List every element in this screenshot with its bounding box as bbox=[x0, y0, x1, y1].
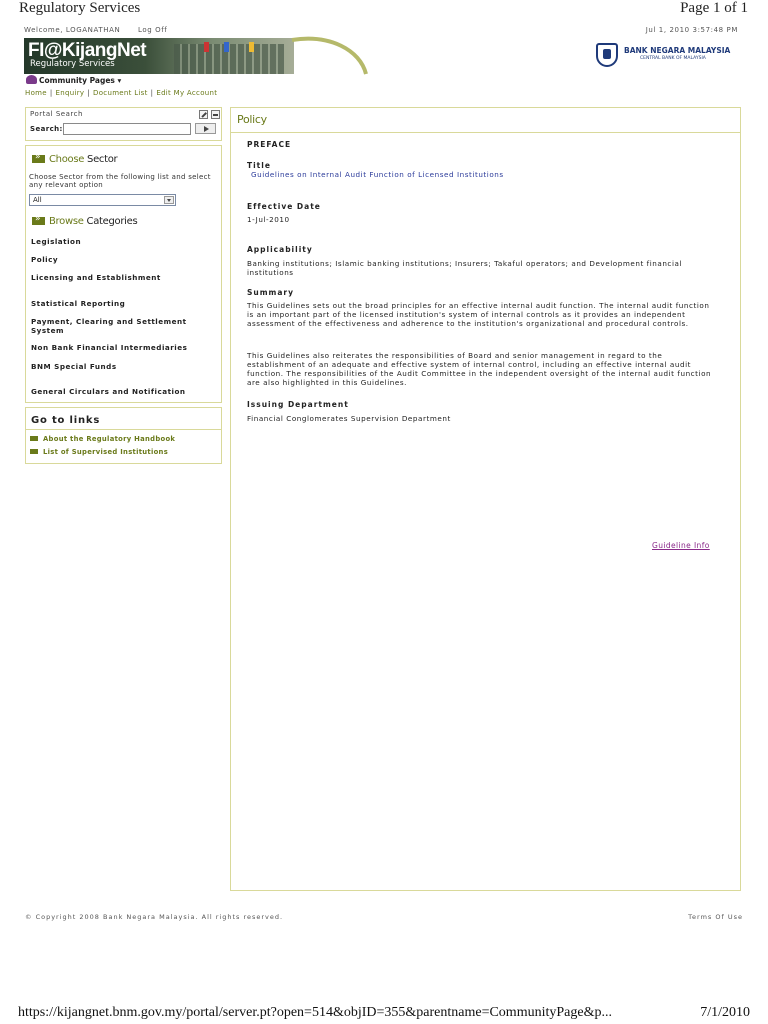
browse-categories-heading: »Browse Categories bbox=[32, 216, 137, 227]
summary-label: Summary bbox=[247, 288, 295, 297]
chevron-down-icon: ▾ bbox=[117, 76, 122, 85]
go-to-links-panel bbox=[25, 407, 222, 464]
nav-home[interactable]: Home bbox=[25, 89, 47, 97]
summary-paragraph-2: This Guidelines also reiterates the responsibilities of Board and senior management in regard to the establishment of an adequate and effective system of internal control, including an effective internal audit function. The responsibilities of the Audit Committee in the independent oversight of the internal audit function are also highlighted in this Guidelines. bbox=[247, 351, 712, 387]
divider bbox=[26, 429, 221, 430]
sector-selected-value: All bbox=[33, 196, 42, 204]
applicability-label: Applicability bbox=[247, 245, 313, 254]
policy-title-bar bbox=[231, 108, 740, 133]
brand-subtitle: Regulatory Services bbox=[30, 59, 115, 69]
flag-icon bbox=[249, 42, 254, 52]
arrow-icon bbox=[30, 449, 38, 454]
swoosh-graphic bbox=[290, 36, 370, 76]
print-title: Regulatory Services bbox=[19, 0, 141, 16]
copyright-text: © Copyright 2008 Bank Negara Malaysia. All rights reserved. bbox=[25, 913, 284, 921]
effective-date-label: Effective Date bbox=[247, 202, 321, 211]
title-label: Title bbox=[247, 161, 271, 170]
issuing-department-label: Issuing Department bbox=[247, 400, 349, 409]
print-footer bbox=[18, 1005, 750, 1021]
issuing-department-value: Financial Conglomerates Supervision Department bbox=[247, 414, 451, 423]
community-pages-menu[interactable] bbox=[26, 75, 121, 85]
category-legislation[interactable]: Legislation bbox=[31, 237, 82, 246]
nav-separator: | bbox=[87, 89, 91, 97]
go-link-regulatory-handbook[interactable]: About the Regulatory Handbook bbox=[30, 435, 175, 443]
title-value: Guidelines on Internal Audit Function of Licensed Institutions bbox=[251, 170, 504, 179]
flag-icon bbox=[204, 42, 209, 52]
print-header bbox=[0, 0, 768, 22]
search-go-button[interactable] bbox=[195, 123, 216, 134]
bnm-subname: CENTRAL BANK OF MALAYSIA bbox=[640, 56, 706, 61]
terms-of-use-link[interactable]: Terms Of Use bbox=[688, 913, 743, 921]
community-icon bbox=[26, 75, 37, 84]
top-bar bbox=[24, 26, 744, 38]
category-general-circulars[interactable]: General Circulars and Notification bbox=[31, 387, 186, 396]
policy-panel bbox=[230, 107, 741, 891]
go-link-supervised-institutions[interactable]: List of Supervised Institutions bbox=[30, 448, 168, 456]
building-image bbox=[174, 44, 284, 74]
category-bnm-special-funds[interactable]: BNM Special Funds bbox=[31, 362, 117, 371]
dropdown-arrow-icon[interactable] bbox=[164, 196, 174, 204]
bnm-logo bbox=[596, 43, 736, 71]
footer bbox=[25, 913, 743, 921]
bnm-name: BANK NEGARA MALAYSIA bbox=[624, 46, 731, 55]
choose-sector-heading: »Choose Sector bbox=[32, 154, 117, 165]
welcome-text: Welcome, LOGANATHAN bbox=[24, 26, 121, 34]
nav-document-list[interactable]: Document List bbox=[93, 89, 148, 97]
category-policy[interactable]: Policy bbox=[31, 255, 59, 264]
policy-title: Policy bbox=[237, 113, 267, 126]
nav-edit-account[interactable]: Edit My Account bbox=[156, 89, 218, 97]
print-date: 7/1/2010 bbox=[700, 1005, 750, 1020]
sector-description: Choose Sector from the following list and select any relevant option bbox=[29, 173, 211, 189]
community-pages-label: Community Pages bbox=[39, 76, 115, 85]
portal-search-title: Portal Search bbox=[30, 110, 83, 118]
arrow-icon bbox=[30, 436, 38, 441]
top-nav bbox=[25, 89, 217, 97]
double-arrow-icon bbox=[32, 155, 45, 163]
category-payment-clearing[interactable]: Payment, Clearing and Settlement System bbox=[31, 317, 187, 335]
brand-logo-text: FI@KijangNet bbox=[28, 40, 147, 61]
search-input[interactable] bbox=[63, 123, 191, 135]
sector-select[interactable] bbox=[29, 194, 176, 206]
flag-icon bbox=[224, 42, 229, 52]
applicability-value: Banking institutions; Islamic banking institutions; Insurers; Takaful operators; and Development financial institutions bbox=[247, 259, 682, 277]
site-banner bbox=[24, 38, 294, 74]
nav-enquiry[interactable]: Enquiry bbox=[55, 89, 85, 97]
category-non-bank[interactable]: Non Bank Financial Intermediaries bbox=[31, 343, 188, 352]
summary-paragraph-1: This Guidelines sets out the broad principles for an effective internal audit function. The internal audit function is an important part of the licensed institution's system of internal controls as it provides an independent assessment of the effectiveness and adherence to the institution's organizational and procedural controls. bbox=[247, 301, 710, 328]
guideline-info-link[interactable]: Guideline Info bbox=[652, 541, 710, 550]
effective-date-value: 1-Jul-2010 bbox=[247, 215, 290, 224]
bnm-crest-icon bbox=[596, 43, 618, 67]
minimize-icon[interactable] bbox=[211, 110, 220, 119]
current-datetime: Jul 1, 2010 3:57:48 PM bbox=[645, 26, 738, 34]
choose-sector-panel bbox=[25, 145, 222, 403]
portal-search-panel bbox=[25, 107, 222, 141]
category-statistical-reporting[interactable]: Statistical Reporting bbox=[31, 299, 126, 308]
nav-separator: | bbox=[49, 89, 53, 97]
print-page-number: Page 1 of 1 bbox=[680, 0, 748, 16]
search-label: Search: bbox=[30, 125, 63, 133]
nav-separator: | bbox=[150, 89, 154, 97]
go-to-links-heading: Go to links bbox=[31, 415, 101, 426]
preface-heading: PREFACE bbox=[247, 140, 292, 149]
print-url: https://kijangnet.bnm.gov.my/portal/server.pt?open=514&objID=355&parentname=CommunityPage&p... bbox=[18, 1005, 612, 1020]
category-licensing[interactable]: Licensing and Establishment bbox=[31, 273, 161, 282]
edit-icon[interactable] bbox=[199, 110, 208, 119]
double-arrow-icon bbox=[32, 217, 45, 225]
logoff-link[interactable]: Log Off bbox=[138, 26, 168, 34]
